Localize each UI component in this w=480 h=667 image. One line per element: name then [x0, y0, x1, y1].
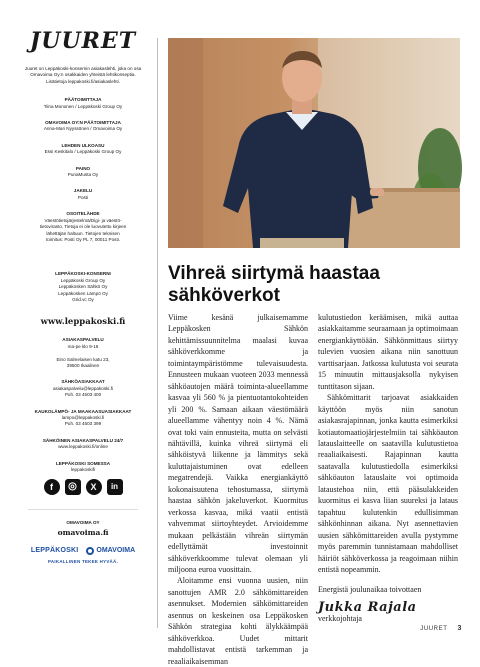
sections-line: Tiina Mononen / Leppäkoski Group Oy [43, 103, 123, 109]
sections-block [20, 166, 146, 179]
facebook-icon[interactable]: f [44, 479, 60, 495]
konserni-line: Grid.vc Oy [72, 296, 94, 302]
contacts-line: 39500 Ikaalinen [66, 362, 100, 368]
contacts-block [20, 438, 146, 451]
omavoima-heading: OMAVOIMA OY [66, 520, 100, 526]
page-number: 3 [457, 625, 462, 632]
omavoima-logo [86, 547, 135, 555]
credits-list [20, 97, 146, 243]
footer-label: JUURET [420, 626, 448, 632]
juuret-logo: JUURET [29, 28, 137, 54]
contacts-list [20, 337, 146, 473]
omavoima-site-link[interactable]: omavoima.fi [57, 527, 109, 537]
sections-heading: JAKELU [73, 188, 93, 194]
sections-line: Essi Keskitalo / Leppäkoski Group Oy [44, 149, 122, 155]
contacts-line: Puh. 03 4503 399 [64, 421, 102, 427]
sections-line: PunaMusta Oy [67, 172, 99, 178]
konserni-block [20, 271, 146, 303]
sections-line: Väestötietojärjestelmä/Digi- ja väestö- [44, 217, 122, 223]
sections-block [20, 97, 146, 110]
omavoima-logo-text: OMAVOIMA [96, 547, 136, 555]
slogan: PAIKALLINEN TEKEE HYVÄÄ. [47, 558, 119, 564]
website-link[interactable]: www.leppakoski.fi [40, 317, 126, 328]
intro-text: Juuret on Leppäkoski-konsernin asiakaslehti, joka on osa Omavoima Oy:n osakkaiden yhteistä lehtikonseptia. Lisätietoja leppakoski.fi/asiakaslehti. [24, 66, 142, 84]
sections-heading: LEHDEN ULKOASU [61, 142, 105, 148]
page-footer [420, 625, 462, 632]
contacts-block [20, 379, 146, 398]
instagram-icon[interactable]: ◎ [65, 479, 81, 495]
contacts-heading: KAUKOLÄMPÖ- JA MAAKAASUASIAKKAAT [34, 408, 132, 414]
social-icons [20, 479, 146, 495]
contacts-heading: LEPPÄKOSKI SOMESSA [55, 460, 111, 466]
closing-line: Energistä joulunaikaa toivottaen [318, 585, 422, 595]
linkedin-icon[interactable]: in [107, 479, 123, 495]
article-column-1 [168, 312, 308, 667]
sections-heading: OMAVOIMA OY:N PÄÄTOIMITTAJA [45, 120, 121, 126]
article-headline: Vihreä siirtymä haastaa sähköverkot [168, 263, 380, 306]
paragraph: Aloitamme ensi vuonna uusien, niin sanottujen AMR 2.0 sähkömittareiden asennukset. Modernien sähkömittareiden asennus on keskeinen osa Leppäkosken Sähkön strategiaa kohti älykkäämpää sähköverkkoa. Uudet mittarit mahdollistavat entistä tarkemman ja reaaliaikaisemman [168, 576, 308, 666]
signature: Jukka Rajala [318, 599, 417, 615]
konserni-heading: LEPPÄKOSKI-KONSERNI [55, 271, 111, 277]
divider [28, 509, 138, 510]
sections-line: Posti [77, 194, 89, 200]
contacts-block [20, 337, 146, 369]
contacts-heading: SÄHKÖASIAKKAAT [61, 379, 105, 385]
column-divider [157, 38, 158, 628]
leppakoski-logo: LEPPÄKOSKI [30, 547, 79, 555]
contacts-heading: ASIAKASPALVELU [62, 337, 104, 343]
paragraph: kulutustiedon keräämisen, mikä auttaa asiakkaitamme seuraamaan ja optimoimaan energiankäyttöään. Sähkönmittaus siirtyy tulevien vuosien aikana niin sanottuun varttisarjaan. Jatkossa kulutusta voi seurata 15 minuutin mittausjaksolla nykyisen tunttitason sijaan. [318, 313, 458, 391]
contacts-line: lampo@leppakoski.fi [61, 414, 105, 420]
sections-line: toimitus: Posti Oy PL 7, 00011 Posti. [45, 236, 121, 242]
konserni-line: Leppäkosken Sähkö Oy [58, 284, 108, 290]
contacts-block [20, 409, 146, 428]
signer-title: verkkojohtaja [318, 614, 362, 624]
contacts-line: www.leppakoski.fi/online [58, 444, 108, 450]
sections-heading: PAINO [75, 165, 91, 171]
contacts-line: ma-pe klo 9-16 [67, 343, 99, 349]
contacts-line: asiakaspalvelu@leppakoski.fi [52, 385, 114, 391]
paragraph: Viime kesänä julkaisemamme Leppäkosken Sähkön kehittämissuunnitelma maalasi kuvaa sähköverkkomme ja toimintaympäristömme tulevaisuudesta. Ennusteen mukaan vuoteen 2033 mennessä sähköautojen määrä toiminta-alueellamme kasvaa yli 560 % ja pientuotantokohteiden yli 200 %. Samaan aikaan väestömäärä alueellamme vähentyy noin 4 %. Nämä ovat toki vain ennusteita, mutta on selvästi nähtävillä, kuinka vihreä siirtymä eli sähköistyvä liikenne ja lämmitys sekä kuluttajaistuminen ovat edelleen megatrendejä. Vaikka energiankäyttö kokonaisuutena tehostumassa, siirtymä haastaa sähkön jakeluverkot. Kuormitus verkossa kasvaa, mikä vaatii entistä vahvemmat siirtoyhteydet. Arvioidemme mukaan pelkästään vihreän siirtymän edellyttämät investoinnit sähköverkkoomme tulevat olemaan yli miljoona euroa vuosittain. [168, 313, 308, 574]
konserni-line: Leppäkoski Group Oy [60, 277, 106, 283]
brand-logos [20, 547, 146, 555]
sections-line: Anna-Mari Nyyssönen / Omavoima Oy [43, 126, 123, 132]
sections-heading: PÄÄTOIMITTAJA [64, 97, 102, 103]
sections-block [20, 211, 146, 243]
masthead-sidebar [20, 28, 146, 564]
x-icon[interactable]: X [86, 479, 102, 495]
contacts-line: Puh. 03 4503 400 [64, 392, 102, 398]
contacts-heading: SÄHKÖINEN ASIAKASPALVELU 24/7 [42, 437, 124, 443]
paragraph: Sähkömittarit tarjoavat asiakkaiden käyttöön myös niin sanotun asiakasrajapinnan, jonka kautta esimerkiksi kotiautomaatiojärjestelmiin tai sähköauton latauslaitteelle on saatavilla kulutustietoa reaaliaikaisesti. Rajapinnan kautta saatavalla kulutustiedolla esimerkiksi sähköauton latauslaite voi optimoida lataustehoa niin, että pääsulakkeiden kuormitus ei kasva liian suureksi ja lataus tapahtuu kulutenkin edullisimman sähkönhinnan aikana. Nyt asennettavien uusien sähkömittareiden avulla pystymme myös paremmin tunnistamaan mahdolliset häiriöt sähköverkossa ja reagoimaan niihin entistä nopeammin. [318, 393, 458, 574]
konserni-line: Leppäkosken Lämpö Oy [58, 290, 108, 296]
sections-line: tietovirasto. Tietoja ei ole luovutettu kirjeen [39, 224, 127, 230]
contacts-line: Eino Salmelaisen katu 23, [56, 356, 110, 362]
article-column-2 [318, 312, 458, 625]
sections-heading: OSOITELÄHDE [66, 211, 100, 217]
omavoima-ring-icon [86, 547, 94, 555]
portrait-photo [168, 38, 460, 248]
sections-block [20, 188, 146, 201]
contacts-line: leppakoskifi [70, 467, 95, 473]
portrait-illustration [168, 38, 460, 248]
sections-block [20, 143, 146, 156]
contacts-block [20, 461, 146, 474]
sections-block [20, 120, 146, 133]
sections-line: lähettäjän haltuun. Tietojen teknisen [46, 230, 120, 236]
